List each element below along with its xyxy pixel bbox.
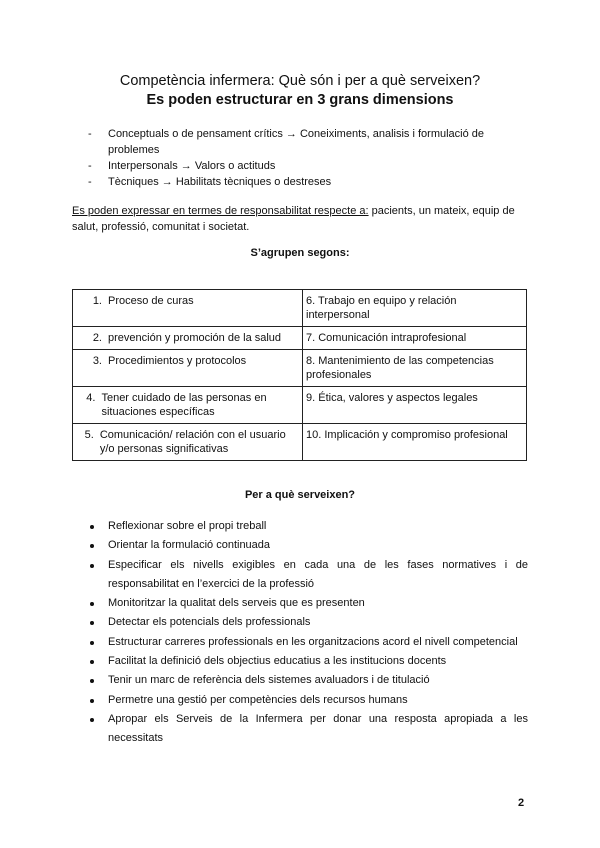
list-item: Estructurar carreres professionals en les organitzacions acord el nivell competencial xyxy=(88,633,528,652)
list-item: Apropar els Serveis de la Infermera per donar una resposta apropiada a les necessitats xyxy=(88,710,528,749)
item-text: Comunicación/ relación con el usuario y/o personas significativas xyxy=(99,429,286,455)
table-cell-right: 6. Trabajo en equipo y relación interpersonal xyxy=(303,290,527,327)
list-item: - Interpersonals → Valors o actituds xyxy=(88,158,528,174)
table-row xyxy=(73,327,527,350)
table-row xyxy=(73,290,527,327)
item-text: Tener cuidado de las personas en situaciones específicas xyxy=(101,392,267,418)
dimensions-list xyxy=(88,126,528,190)
item-number: 5. xyxy=(84,429,94,441)
table-cell-left xyxy=(73,327,303,350)
table-row xyxy=(73,387,527,424)
item-number: 3. xyxy=(92,355,102,367)
competencies-table xyxy=(72,289,527,461)
item-text: Procedimientos y protocolos xyxy=(108,355,247,367)
item-text: Proceso de curas xyxy=(108,295,194,307)
table-cell-right: 7. Comunicación intraprofesional xyxy=(303,327,527,350)
list-item: Reflexionar sobre el propi treball xyxy=(88,517,528,536)
table-cell-left xyxy=(73,424,303,461)
list-item: - Conceptuals o de pensament crítics → Coneiximents, analisis i formulació de problemes xyxy=(88,126,528,158)
responsibility-rest: pacients, un mateix, equip de salut, professió, comunitat i societat. xyxy=(72,205,515,233)
document-subtitle: Es poden estructurar en 3 grans dimensions xyxy=(146,92,454,108)
table-cell-right: 10. Implicación y compromiso profesional xyxy=(303,424,527,461)
responsibility-underlined: Es poden expressar en termes de responsabilitat respecte a: xyxy=(72,205,369,217)
item-number: 4. xyxy=(86,392,96,404)
item-number: 2. xyxy=(92,332,102,344)
table-row xyxy=(73,350,527,387)
list-item: Monitoritzar la qualitat dels serveis que es presenten xyxy=(88,594,528,613)
table-cell-left xyxy=(73,350,303,387)
item-number: 1. xyxy=(92,295,102,307)
table-cell-left xyxy=(73,387,303,424)
list-item: Detectar els potencials dels professionals xyxy=(88,613,528,632)
table-cell-left xyxy=(73,290,303,327)
list-item: Facilitat la definició dels objectius educatius a les institucions docents xyxy=(88,652,528,671)
document-title: Competència infermera: Què són i per a què serveixen? xyxy=(119,73,481,89)
page-number: 2 xyxy=(518,797,525,809)
table-cell-right: 8. Mantenimiento de las competencias profesionales xyxy=(303,350,527,387)
list-item: Especificar els nivells exigibles en cada una de les fases normatives i de responsabilitat en l’exercici de la professió xyxy=(88,556,528,595)
uses-heading: Per a què serveixen? xyxy=(244,489,356,501)
item-text: prevención y promoción de la salud xyxy=(108,332,282,344)
table-cell-right: 9. Ética, valores y aspectos legales xyxy=(303,387,527,424)
groups-heading: S’agrupen segons: xyxy=(250,247,350,259)
uses-list xyxy=(88,517,528,749)
list-item: Permetre una gestió per competències dels recursos humans xyxy=(88,691,528,710)
list-item: Tenir un marc de referència dels sistemes avaluadors i de titulació xyxy=(88,671,528,690)
list-item: - Tècniques → Habilitats tècniques o destreses xyxy=(88,174,528,190)
table-row xyxy=(73,424,527,461)
responsibility-paragraph xyxy=(72,203,528,235)
list-item: Orientar la formulació continuada xyxy=(88,536,528,555)
